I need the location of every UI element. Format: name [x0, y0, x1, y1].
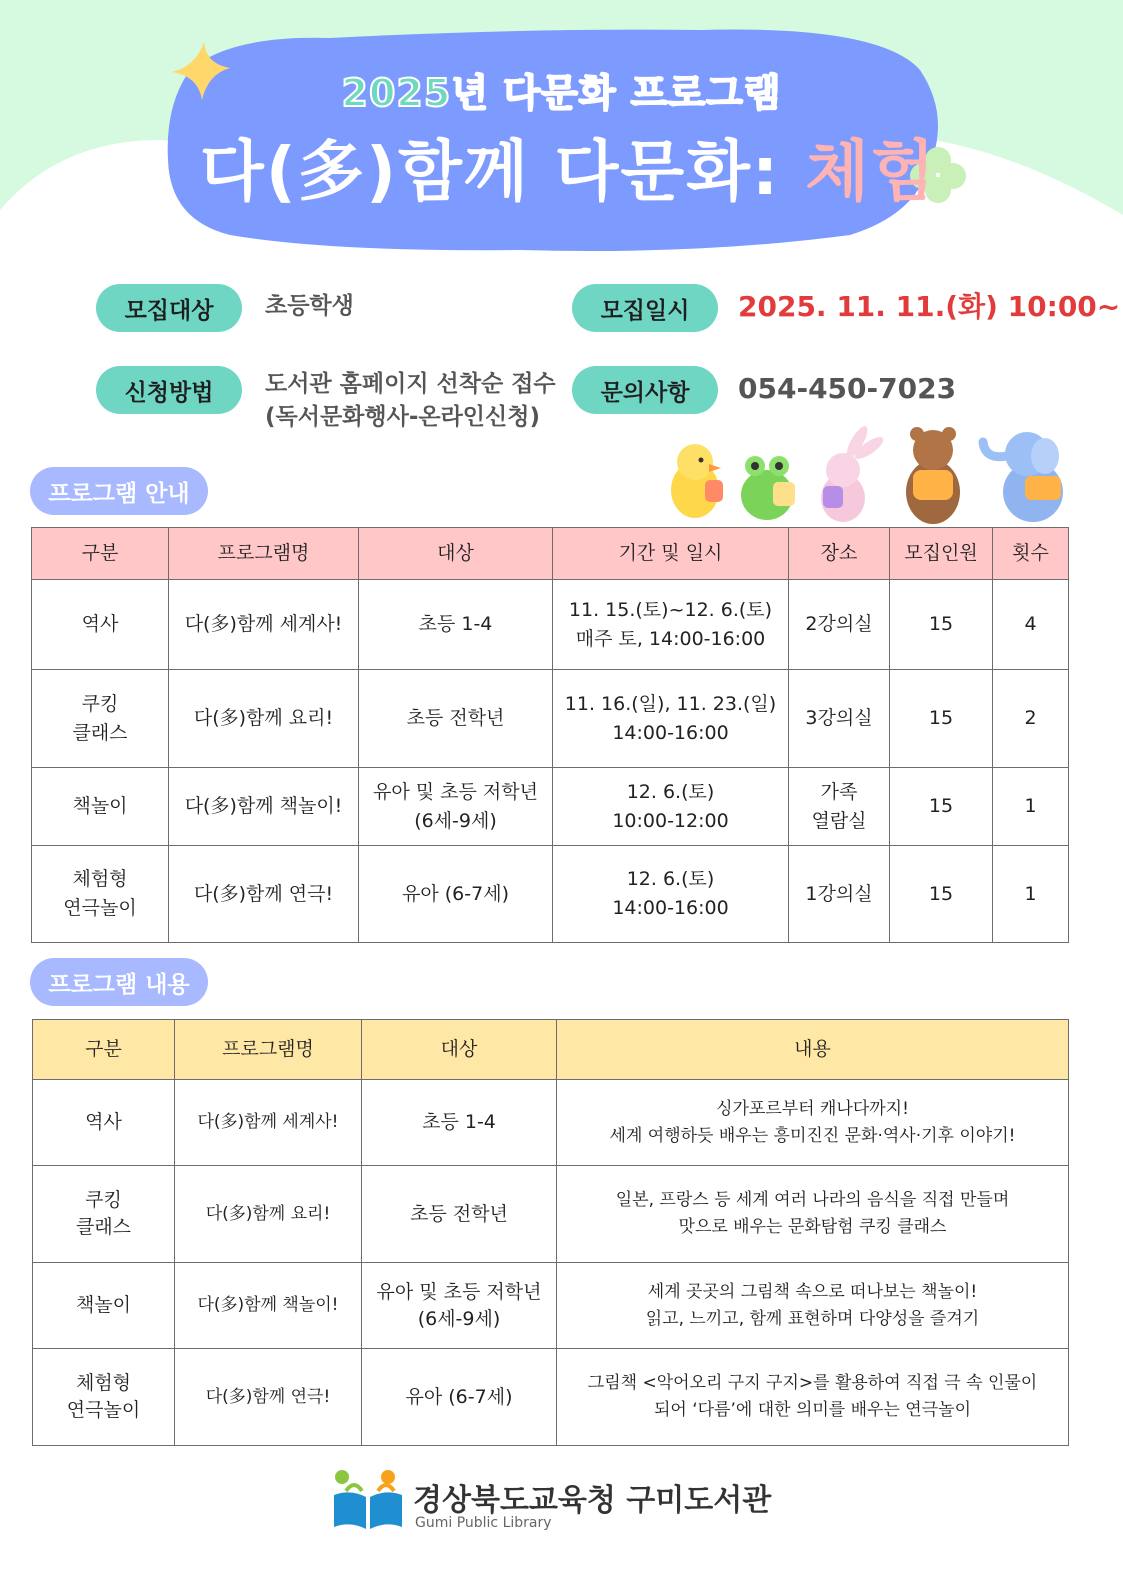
cell-category — [32, 846, 169, 943]
table-row — [33, 1166, 1069, 1263]
table-header-row — [33, 1020, 1069, 1080]
table-row — [33, 1263, 1069, 1349]
table-row — [33, 1349, 1069, 1446]
cell-line: 읽고, 느끼고, 함께 표현하며 다양성을 즐겨기 — [645, 1308, 980, 1329]
cell-category — [32, 768, 169, 846]
cell-target — [359, 846, 553, 943]
cell-line: (6세-9세) — [414, 809, 497, 832]
cell-desc — [557, 1349, 1069, 1446]
cell-target — [359, 768, 553, 846]
cell-line: 14:00-16:00 — [612, 721, 729, 744]
table-row — [32, 670, 1069, 768]
cell-capacity: 15 — [890, 670, 993, 768]
col-header: 내용 — [557, 1020, 1069, 1080]
section-label-content: 프로그램 내용 — [30, 958, 208, 1006]
cell-line: 쿠킹 — [81, 692, 119, 715]
cell-line: 초등 1-4 — [418, 613, 493, 635]
cell-line: 쿠킹 — [85, 1189, 122, 1211]
cell-name: 다(多)함께 연극! — [169, 846, 359, 943]
cell-line: 책놀이 — [72, 795, 128, 817]
cell-category — [33, 1080, 175, 1166]
cell-count: 1 — [993, 846, 1069, 943]
table-row — [33, 1080, 1069, 1166]
cell-line: 2강의실 — [805, 613, 873, 635]
col-header: 기간 및 일시 — [553, 528, 789, 580]
cell-line: 12. 6.(토) — [626, 780, 715, 803]
cell-target — [359, 580, 553, 670]
cell-line: 일본, 프랑스 등 세계 여러 나라의 음식을 직접 만들며 — [615, 1190, 1010, 1210]
table-row — [32, 580, 1069, 670]
library-name: 경상북도교육청 구미도서관 — [413, 1483, 772, 1518]
method-line2: (독서문화행사-온라인신청) — [265, 404, 540, 430]
cell-line: 역사 — [81, 613, 119, 635]
cell-category — [33, 1263, 175, 1349]
cell-place — [789, 670, 890, 768]
title-year-program: 2025년 다문화 프로그램 — [341, 71, 782, 115]
cell-period — [553, 846, 789, 943]
cell-capacity: 15 — [890, 846, 993, 943]
cell-desc — [557, 1166, 1069, 1263]
table-header-row — [32, 528, 1069, 580]
cell-count: 1 — [993, 768, 1069, 846]
cell-line: 맛으로 배우는 문화탐험 쿠킹 클래스 — [678, 1217, 947, 1237]
cell-line: 그림책 <악어오리 구지 구지>를 활용하여 직접 극 속 인물이 — [587, 1373, 1038, 1393]
cell-line: (6세-9세) — [417, 1307, 501, 1330]
col-header: 프로그램명 — [175, 1020, 362, 1080]
cell-name: 다(多)함께 요리! — [169, 670, 359, 768]
cell-line: 유아 (6-7세) — [405, 1385, 513, 1408]
col-header: 모집인원 — [890, 528, 993, 580]
col-header: 구분 — [33, 1020, 175, 1080]
cell-period — [553, 580, 789, 670]
col-header: 대상 — [362, 1020, 557, 1080]
cell-count: 2 — [993, 670, 1069, 768]
cell-place — [789, 580, 890, 670]
cell-line: 클래스 — [75, 1216, 132, 1238]
library-subtitle: Gumi Public Library — [415, 1515, 552, 1531]
cell-name: 다(多)함께 연극! — [175, 1349, 362, 1446]
cell-target — [359, 670, 553, 768]
cell-line: 되어 ‘다름’에 대한 의미를 배우는 연극놀이 — [653, 1400, 971, 1420]
cell-line: 유아 (6-7세) — [402, 882, 509, 905]
cell-line: 유아 및 초등 저학년 — [373, 780, 538, 803]
cell-line: 세계 여행하듯 배우는 흥미진진 문화·역사·기후 이야기! — [609, 1125, 1016, 1146]
cell-line: 매주 토, 14:00-16:00 — [575, 627, 766, 650]
cell-line: 책놀이 — [75, 1294, 132, 1316]
main-title-accent: 체험 — [805, 133, 937, 210]
col-header: 장소 — [789, 528, 890, 580]
cell-capacity: 15 — [890, 768, 993, 846]
cell-name: 다(多)함께 책놀이! — [175, 1263, 362, 1349]
main-title-text: 다(多)함께 다문화: — [200, 133, 806, 210]
chick-icon — [671, 444, 723, 518]
cell-line: 초등 1-4 — [422, 1111, 496, 1133]
cell-line: 10:00-12:00 — [612, 809, 729, 832]
method-label: 신청방법 — [96, 366, 242, 414]
cell-period — [553, 768, 789, 846]
cell-period — [553, 670, 789, 768]
cell-desc — [557, 1080, 1069, 1166]
cell-target — [362, 1166, 557, 1263]
cell-category — [32, 670, 169, 768]
cell-line: 열람실 — [811, 809, 867, 832]
col-header: 프로그램명 — [169, 528, 359, 580]
cell-name: 다(多)함께 요리! — [175, 1166, 362, 1263]
library-logo-icon — [330, 1467, 410, 1537]
date-label: 모집일시 — [572, 284, 718, 332]
cell-category — [33, 1166, 175, 1263]
cell-place — [789, 768, 890, 846]
cell-category — [32, 580, 169, 670]
cell-desc — [557, 1263, 1069, 1349]
cell-line: 체험형 — [75, 1372, 132, 1394]
table-row — [32, 846, 1069, 943]
cell-target — [362, 1263, 557, 1349]
program-content-table — [32, 1019, 1069, 1446]
target-label: 모집대상 — [96, 284, 242, 332]
col-header: 구분 — [32, 528, 169, 580]
rabbit-icon — [821, 423, 886, 522]
cell-line: 1강의실 — [805, 882, 873, 905]
animal-illustrations — [665, 420, 1075, 530]
cell-target — [362, 1080, 557, 1166]
main-title — [200, 118, 937, 213]
cell-capacity: 15 — [890, 580, 993, 670]
cell-name: 다(多)함께 세계사! — [169, 580, 359, 670]
cell-line: 11. 16.(일), 11. 23.(일) — [564, 692, 777, 715]
col-header: 대상 — [359, 528, 553, 580]
cell-line: 초등 전학년 — [410, 1202, 508, 1225]
cell-place — [789, 846, 890, 943]
frog-icon — [741, 456, 795, 520]
cell-line: 유아 및 초등 저학년 — [376, 1280, 542, 1303]
cell-line: 초등 전학년 — [406, 707, 505, 729]
cell-line: 싱가포르부터 캐나다까지! — [716, 1098, 909, 1119]
cell-line: 3강의실 — [805, 707, 873, 729]
cell-line: 11. 15.(토)~12. 6.(토) — [568, 598, 773, 621]
date-value: 2025. 11. 11.(화) 10:00~ — [738, 290, 1121, 323]
cell-line: 14:00-16:00 — [612, 897, 729, 919]
cell-line: 가족 — [820, 780, 858, 803]
cell-line: 연극놀이 — [63, 897, 137, 919]
method-line1: 도서관 홈페이지 선착순 접수 — [265, 371, 556, 397]
col-header: 횟수 — [993, 528, 1069, 580]
cell-line: 연극놀이 — [66, 1399, 141, 1421]
cell-line: 체험형 — [72, 868, 128, 890]
target-value: 초등학생 — [265, 293, 354, 319]
cell-line: 클래스 — [72, 721, 128, 744]
section-label-guide: 프로그램 안내 — [30, 467, 208, 515]
program-guide-table — [31, 527, 1069, 943]
bear-icon — [906, 427, 960, 524]
cell-line: 12. 6.(토) — [626, 868, 715, 890]
cell-category — [33, 1349, 175, 1446]
cell-name: 다(多)함께 세계사! — [175, 1080, 362, 1166]
cell-count: 4 — [993, 580, 1069, 670]
contact-label: 문의사항 — [572, 366, 718, 414]
cell-line: 역사 — [85, 1111, 122, 1133]
contact-value: 054-450-7023 — [738, 372, 957, 405]
cell-name: 다(多)함께 책놀이! — [169, 768, 359, 846]
elephant-icon — [983, 432, 1063, 522]
cell-target — [362, 1349, 557, 1446]
table-row — [32, 768, 1069, 846]
cell-line: 세계 곳곳의 그림책 속으로 떠나보는 책놀이! — [647, 1281, 978, 1302]
